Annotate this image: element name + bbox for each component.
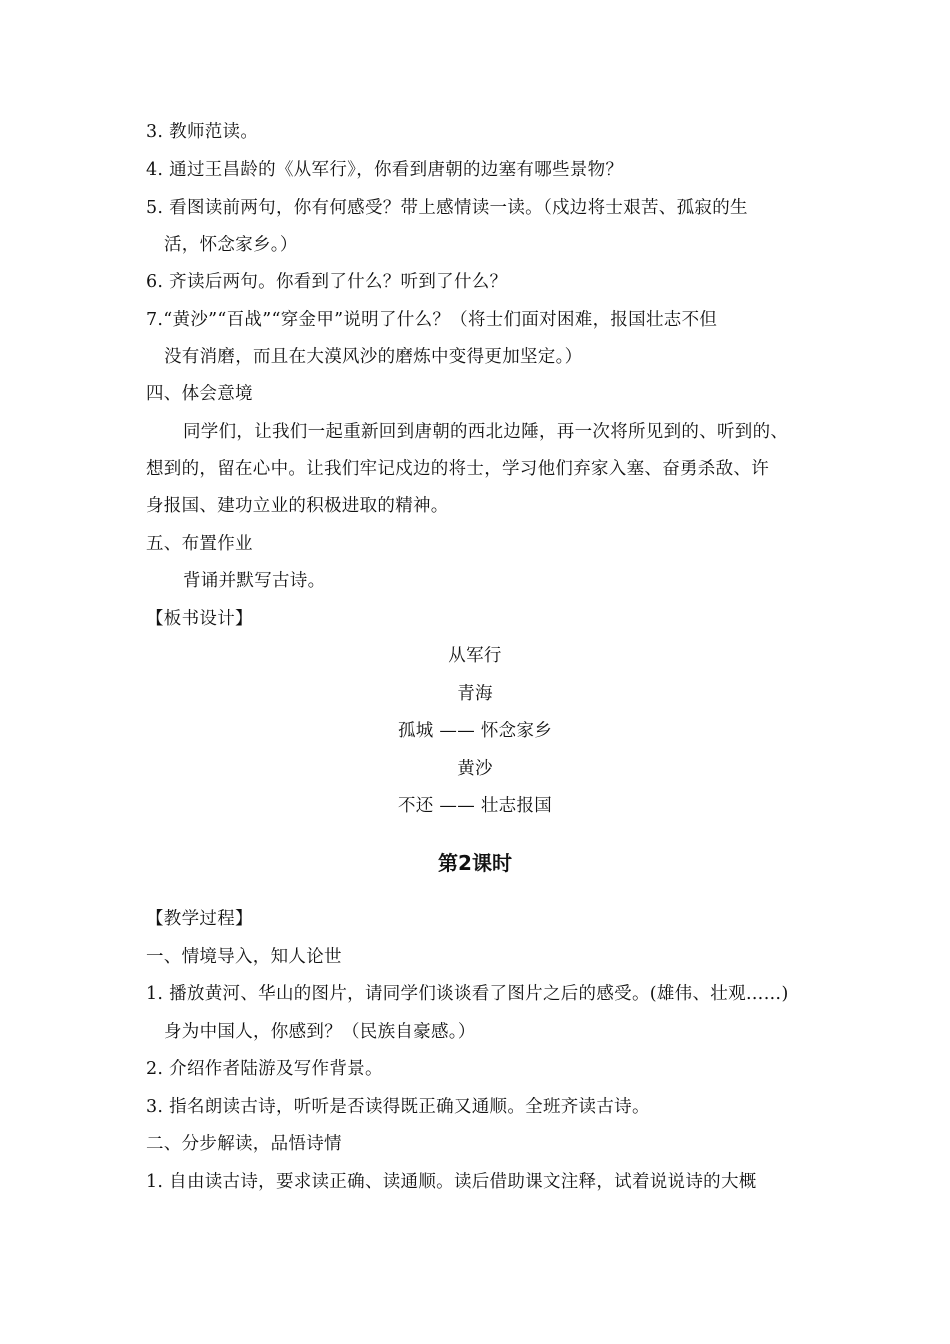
intro-step-1-cont: 身为中国人，你感到？（民族自豪感。） bbox=[164, 1022, 476, 1042]
intro-step-3: 3. 指名朗读古诗，听听是否读得既正确又通顺。全班齐读古诗。 bbox=[146, 1097, 650, 1117]
lesson-2-title: 第2课时 bbox=[438, 851, 512, 875]
section-5-heading: 五、布置作业 bbox=[146, 534, 253, 554]
section-4-para-1: 同学们，让我们一起重新回到唐朝的西北边陲，再一次将所见到的、听到的、 bbox=[183, 422, 789, 442]
section-1-heading: 一、情境导入，知人论世 bbox=[146, 947, 342, 967]
intro-step-1: 1. 播放黄河、华山的图片，请同学们谈谈看了图片之后的感受。(雄伟、壮观……) bbox=[146, 984, 789, 1004]
section-4-para-2: 想到的，留在心中。让我们牢记戍边的将士，学习他们弃家入塞、奋勇杀敌、许 bbox=[146, 459, 769, 479]
step-5: 5. 看图读前两句，你有何感受？带上感情读一读。（戍边将士艰苦、孤寂的生 bbox=[146, 198, 748, 218]
board-line-gucheng: 孤城 —— 怀念家乡 bbox=[397, 721, 553, 741]
board-line-qinghai: 青海 bbox=[457, 684, 493, 704]
board-line-buhuan: 不还 —— 壮志报国 bbox=[397, 796, 553, 816]
teaching-process-heading: 【教学过程】 bbox=[146, 909, 253, 929]
board-title: 从军行 bbox=[448, 646, 502, 666]
step-7: 7.“黄沙”“百战”“穿金甲”说明了什么？（将士们面对困难，报国壮志不但 bbox=[146, 310, 718, 330]
reading-step-1: 1. 自由读古诗，要求读正确、读通顺。读后借助课文注释，试着说说诗的大概 bbox=[146, 1172, 757, 1192]
step-7-cont: 没有消磨，而且在大漠风沙的磨炼中变得更加坚定。） bbox=[164, 347, 583, 367]
step-4: 4. 通过王昌龄的《从军行》，你看到唐朝的边塞有哪些景物？ bbox=[146, 160, 624, 180]
homework-text: 背诵并默写古诗。 bbox=[183, 571, 326, 591]
section-4-heading: 四、体会意境 bbox=[146, 384, 253, 404]
board-line-huangsha: 黄沙 bbox=[457, 759, 493, 779]
step-3: 3. 教师范读。 bbox=[146, 122, 259, 142]
section-2-heading: 二、分步解读，品悟诗情 bbox=[146, 1134, 342, 1154]
step-6: 6. 齐读后两句。你看到了什么？听到了什么？ bbox=[146, 272, 508, 292]
intro-step-2: 2. 介绍作者陆游及写作背景。 bbox=[146, 1059, 383, 1079]
section-4-para-3: 身报国、建功立业的积极进取的精神。 bbox=[146, 496, 449, 516]
step-5-cont: 活，怀念家乡。） bbox=[164, 235, 298, 255]
board-design-heading: 【板书设计】 bbox=[146, 609, 253, 629]
